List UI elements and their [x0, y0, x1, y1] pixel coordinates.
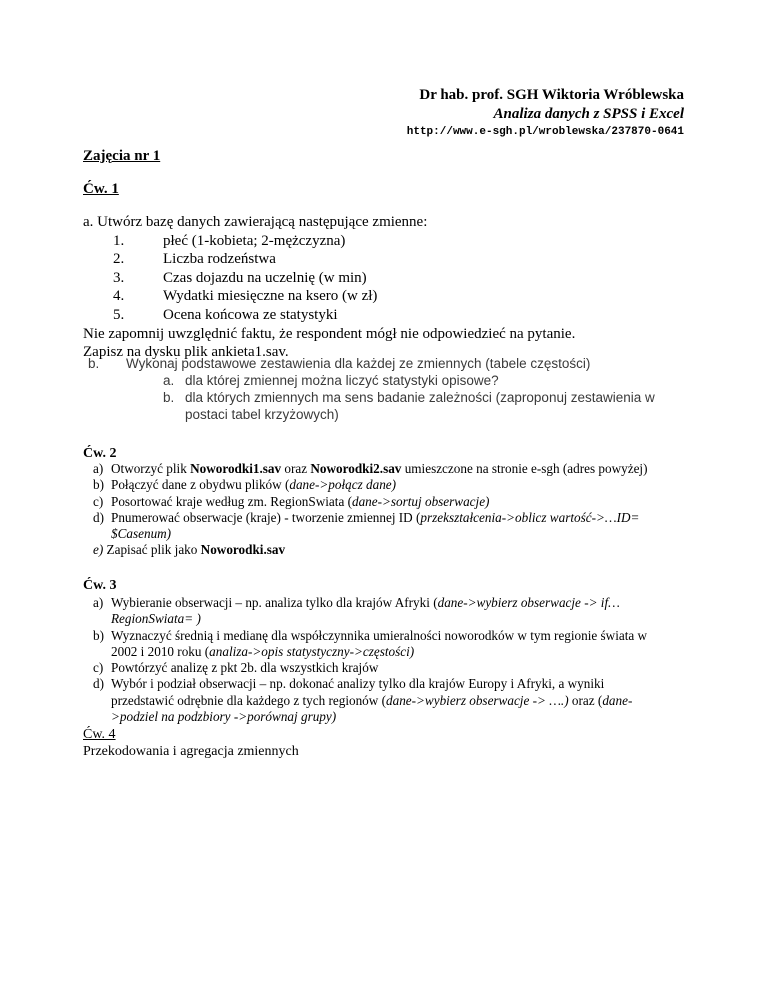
list-item: b) Połączyć dane z obydwu plików (dane->połącz dane): [93, 477, 397, 493]
exercise-4-heading: Ćw. 4: [83, 727, 116, 742]
list-item: d) Wybór i podział obserwacji – np. dokonać analizy tylko dla krajów Europy i Afryki, a wyniki przedstawić odrębnie dla każdego z tych regionów (dane->wybierz obserwacje -> ….) oraz (dane->podziel na podzbiory ->porównaj grupy): [93, 676, 633, 725]
part-a-intro: a. Utwórz bazę danych zawierającą następujące zmienne:: [83, 214, 428, 230]
list-item: 3. Czas dojazdu na uczelnię (w min): [113, 269, 367, 286]
page-title: Zajęcia nr 1: [83, 148, 161, 164]
exercise-3-list: [93, 595, 653, 725]
list-item: c) Powtórzyć analizę z pkt 2b. dla wszystkich krajów: [93, 660, 379, 676]
list-item: 1. płeć (1-kobieta; 2-mężczyzna): [113, 232, 346, 249]
list-item: b. dla których zmiennych ma sens badanie zależności (zaproponuj zestawienia w postaci tabel krzyżowych): [163, 390, 655, 422]
list-item: a. dla której zmiennej można liczyć statystyki opisowe?: [163, 373, 499, 388]
list-item: d) Pnumerować obserwacje (kraje) - tworzenie zmiennej ID (przekształcenia->oblicz wartość->…ID= $Casenum): [93, 509, 640, 542]
exercise-1-part-b: [88, 355, 688, 423]
exercise-3-heading: Ćw. 3: [83, 578, 117, 593]
course-url[interactable]: http://www.e-sgh.pl/wroblewska/237870-0641: [406, 126, 684, 138]
list-item: e) Zapisać plik jako Noworodki.sav: [93, 542, 286, 558]
author-name: Dr hab. prof. SGH Wiktoria Wróblewska: [419, 87, 684, 103]
part-b-letter: b.: [88, 356, 100, 371]
exercise-1-part-a: [83, 213, 703, 362]
note-save-file: Zapisz na dysku plik ankieta1.sav.: [83, 344, 289, 361]
part-b-text: Wykonaj podstawowe zestawienia dla każdej ze zmiennych (tabele częstości): [126, 356, 591, 371]
list-item: a) Wybieranie obserwacji – np. analiza tylko dla krajów Afryki (dane->wybierz obserwacje -> if…RegionSwiata= ): [93, 595, 620, 627]
list-item: 2. Liczba rodzeństwa: [113, 251, 276, 268]
list-item: b) Wyznaczyć średnią i medianę dla współczynnika umieralności noworodków w tym regionie świata w 2002 i 2010 roku (analiza->opis statystyczny->częstości): [93, 627, 648, 659]
exercise-4-description: Przekodowania i agregacja zmiennych: [83, 744, 299, 759]
note-nonresponse: Nie zapomnij uwzględnić faktu, że respondent mógł nie odpowiedzieć na pytanie.: [83, 325, 576, 342]
variables-list: [83, 232, 703, 325]
header: [407, 86, 684, 141]
list-item: 5. Ocena końcowa ze statystyki: [113, 306, 338, 323]
course-subject: Analiza danych z SPSS i Excel: [493, 106, 684, 122]
exercise-1-heading: Ćw. 1: [83, 181, 119, 197]
exercise-2-list: [93, 461, 653, 559]
exercise-2-heading: Ćw. 2: [83, 446, 117, 461]
list-item: c) Posortować kraje według zm. RegionSwiata (dane->sortuj obserwacje): [93, 493, 490, 509]
list-item: 4. Wydatki miesięczne na ksero (w zł): [113, 288, 378, 305]
list-item: a) Otworzyć plik Noworodki1.sav oraz Noworodki2.sav umieszczone na stronie e-sgh (adres powyżej): [93, 461, 648, 476]
